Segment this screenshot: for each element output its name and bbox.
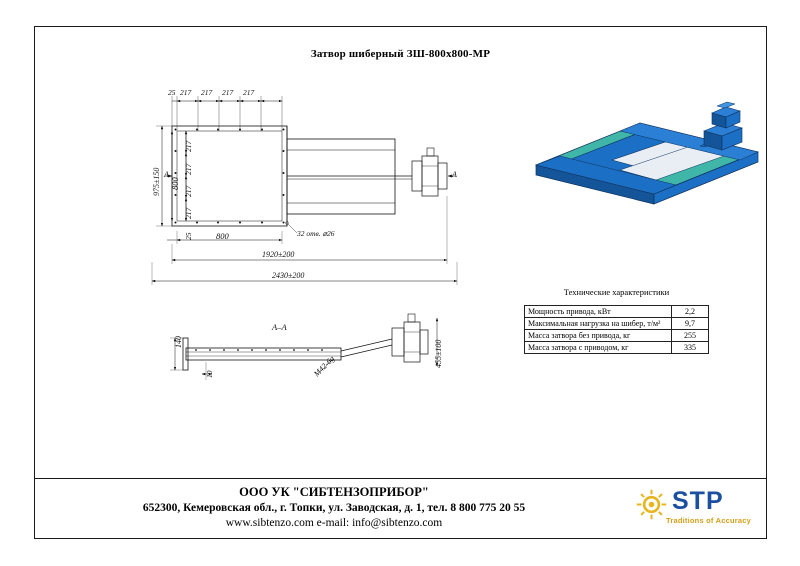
section-dim-height: 140 xyxy=(174,336,183,348)
tech-row-name: Масса затвора с приводом, кг xyxy=(525,342,672,354)
company-website: www.sibtenzo.com e-mail: info@sibtenzo.com xyxy=(225,517,443,530)
dim-overall-2: 2430±200 xyxy=(272,271,305,280)
company-logo xyxy=(636,486,756,532)
dim-left-inner: 800 xyxy=(170,177,180,190)
dim-left-4: 217 xyxy=(184,207,193,219)
company-address: 652300, Кемеровская обл., г. Топки, ул. Заводская, д. 1, тел. 8 800 775 20 55 xyxy=(142,501,526,514)
dim-top-3: 217 xyxy=(201,88,213,97)
dim-top-2: 217 xyxy=(180,88,192,97)
tech-table-caption: Технические характеристики xyxy=(563,287,670,297)
logo-wordmark: STP xyxy=(672,487,724,515)
holes-note: 32 отв. ⌀26 xyxy=(297,229,335,238)
tech-row-value: 335 xyxy=(672,342,709,354)
thread-note: М42-6g xyxy=(312,354,337,379)
dim-top-5: 217 xyxy=(243,88,255,97)
dim-bottom-inner: 800 xyxy=(216,231,229,241)
tech-row-value: 255 xyxy=(672,330,709,342)
section-dim-thickness: 10 xyxy=(205,370,214,378)
section-dim-right: 455±100 xyxy=(434,339,443,368)
section-view-label: А–А xyxy=(272,322,287,332)
page-title: Затвор шиберный ЗШ-800х800-МР xyxy=(310,48,491,60)
table-row xyxy=(525,306,709,318)
dim-overall-1: 1920±200 xyxy=(262,250,295,259)
dim-top-1: 25 xyxy=(168,88,176,97)
dim-left-3: 217 xyxy=(184,185,193,197)
tech-row-name: Максимальная нагрузка на шибер, т/м² xyxy=(525,318,672,330)
section-mark-right: А xyxy=(452,170,457,179)
tech-row-name: Мощность привода, кВт xyxy=(525,306,672,318)
dim-left-outer: 975±150 xyxy=(152,167,161,196)
dim-left-1: 217 xyxy=(184,140,193,152)
company-info xyxy=(34,484,634,532)
dim-bottom-small: 25 xyxy=(184,232,193,240)
sun-icon xyxy=(636,489,667,520)
sheet-border xyxy=(34,26,767,539)
dim-left-2: 217 xyxy=(184,163,193,175)
dim-top-4: 217 xyxy=(222,88,234,97)
table-row xyxy=(525,330,709,342)
table-row xyxy=(525,318,709,330)
logo-tagline: Traditions of Accuracy xyxy=(666,516,751,525)
tech-row-name: Масса затвора без привода, кг xyxy=(525,330,672,342)
tech-row-value: 2,2 xyxy=(672,306,709,318)
company-name: ООО УК "СИБТЕНЗОПРИБОР" xyxy=(239,485,429,499)
section-mark-left: А xyxy=(164,170,169,179)
table-row xyxy=(525,342,709,354)
tech-row-value: 9,7 xyxy=(672,318,709,330)
tech-table xyxy=(524,305,709,354)
